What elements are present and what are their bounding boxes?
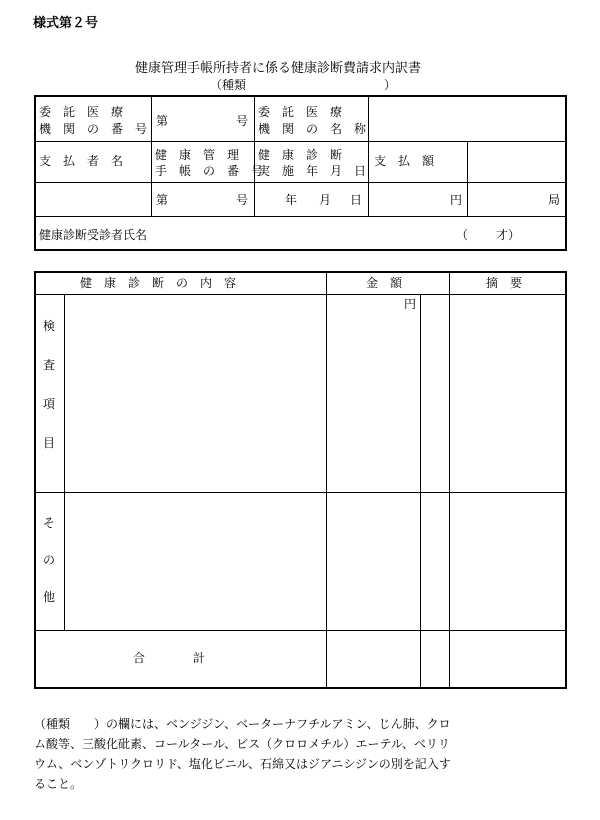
header-exam-content: 健 康 診 断 の 内 容 (80, 276, 237, 290)
top-table-border-bottom (34, 249, 567, 251)
detail-section-line-1 (34, 492, 567, 493)
payer-label: 支 払 者 名 (39, 154, 124, 168)
inst-name-label-1: 委 託 医 療 (258, 105, 343, 119)
detail-col-amount (449, 271, 450, 689)
form-number: 様式第２号 (33, 16, 99, 31)
detail-col-label (64, 294, 65, 631)
detail-border-bottom (34, 687, 567, 689)
type-close: ） (384, 78, 397, 92)
inst-name-label-2: 機 関 の 名 称 (258, 122, 367, 136)
exam-items-char-1: 検 (42, 319, 55, 333)
handbook-no-go: 号 (236, 193, 249, 207)
note-line-2: ム酸等、三酸化砒素、コールタール、ビス（クロロメチル）エーテル、ベリリ (34, 737, 450, 751)
age-open: （ (456, 228, 469, 242)
inst-no-dai: 第 (156, 114, 169, 128)
inst-no-go: 号 (236, 114, 249, 128)
amount-yen-unit: 円 (404, 297, 417, 311)
top-col-line-2 (254, 95, 255, 217)
top-row-line-1 (34, 141, 567, 142)
detail-border-right (565, 271, 567, 689)
inst-no-label-1: 委 託 医 療 (39, 105, 124, 119)
date-month: 月 (319, 193, 332, 207)
other-char-1: そ (42, 516, 55, 530)
total-label: 合 計 (133, 651, 206, 665)
other-char-2: の (42, 553, 55, 567)
top-table-border-left (34, 95, 36, 251)
exam-date-label-1: 健 康 診 断 (258, 148, 343, 162)
detail-section-line-2 (34, 630, 567, 631)
top-row-line-2 (34, 182, 567, 183)
date-year: 年 (285, 193, 298, 207)
note-line-3: ウム、ベンゾトリクロリド、塩化ビニル、石綿又はジアニシジンの別を記入す (34, 757, 451, 771)
handbook-label-2: 手 帳 の 番 号 (155, 164, 264, 178)
other-char-3: 他 (42, 590, 55, 604)
post-office-kyoku: 局 (548, 193, 561, 207)
age-sai: 才） (496, 228, 521, 242)
patient-name-label: 健康診断受診者氏名 (39, 228, 148, 242)
inst-no-label-2: 機 関 の 番 号 (39, 122, 148, 136)
amount-yen: 円 (450, 193, 463, 207)
date-day: 日 (350, 193, 363, 207)
top-col-line-1 (151, 95, 152, 217)
payment-amount-label: 支 払 額 (374, 154, 435, 168)
top-col-line-3 (368, 95, 369, 217)
note-line-1: （種類 ）の欄には、ベンジジン、ベーターナフチルアミン、じん肺、クロ (34, 717, 451, 731)
handbook-label-1: 健 康 管 理 (155, 148, 240, 162)
exam-date-label-2: 実 施 年 月 日 (258, 164, 367, 178)
detail-border-top (34, 271, 567, 273)
top-row-line-3 (34, 216, 567, 217)
top-table-border-right (565, 95, 567, 251)
detail-col-content (326, 271, 327, 689)
note-line-4: ること。 (34, 777, 83, 791)
header-summary: 摘 要 (486, 276, 523, 290)
header-amount: 金 額 (366, 276, 403, 290)
top-col-line-4 (467, 141, 468, 217)
exam-items-char-3: 項 (42, 397, 55, 411)
detail-col-amount-split (420, 294, 421, 689)
detail-border-left (34, 271, 36, 689)
type-open: （種類 (210, 78, 247, 92)
exam-items-char-4: 目 (42, 436, 55, 450)
top-table-border-top (34, 95, 567, 97)
form-title: 健康管理手帳所持者に係る健康診断費請求内訳書 (135, 61, 422, 76)
exam-items-char-2: 査 (42, 358, 55, 372)
detail-header-line (34, 294, 567, 295)
handbook-no-dai: 第 (156, 193, 169, 207)
